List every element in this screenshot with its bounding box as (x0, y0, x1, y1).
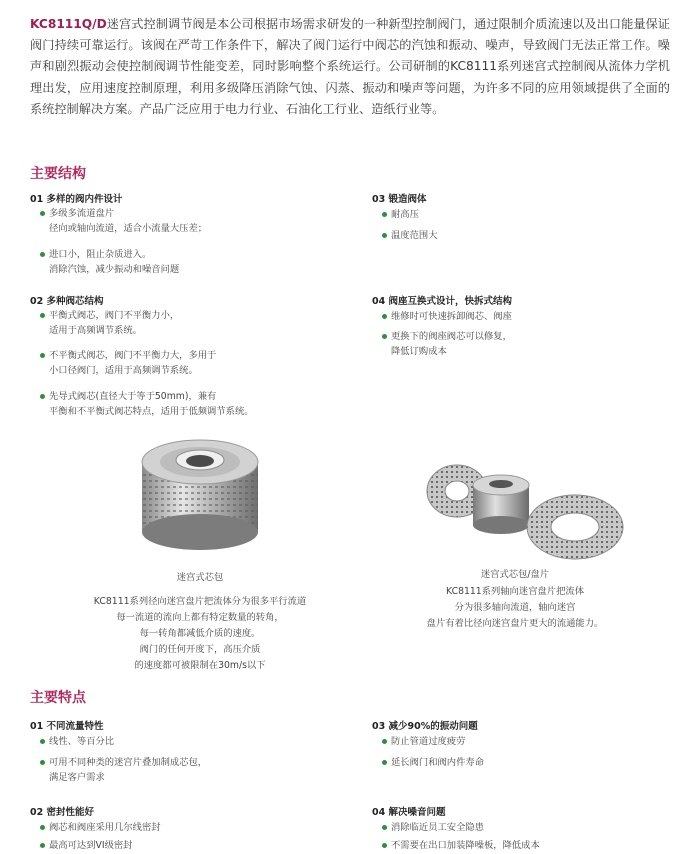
structure-item-title: 01 多样的阀内件设计 (30, 194, 123, 205)
image-caption: 迷宫式芯包 (176, 572, 224, 583)
bullet-icon (40, 739, 45, 744)
bullet-item: 不平衡式阀芯，阀门不平衡力大，多用于 小口径阀门，适用于高频调节系统。 (38, 348, 216, 378)
image-description: KC8111系列径向迷宫盘片把流体分为很多平行流道 每一流道的流向上都有特定数量的转角， 每一转角都减低介质的速度。 阀门的任何开度下，高压介质 的速度都可被限制在30m/s以下 (93, 596, 307, 671)
image-description: KC8111系列轴向迷宫盘片把流体 分为很多轴向流道，轴向迷宫 盘片有着比径向迷宫盘片更大的流通能力。 (426, 586, 604, 629)
bullet-icon (382, 233, 387, 238)
bullet-icon (40, 211, 45, 216)
bullet-item: 先导式阀芯(直径大于等于50mm)，兼有 平衡和不平衡式阀芯特点，适用于低频调节系统。 (38, 389, 254, 419)
section-title-features: 主要特点 (30, 690, 86, 706)
bullet-item: 进口小，阻止杂质进入。 消除汽蚀，减少振动和噪音问题 (38, 247, 179, 277)
bullet-item: 不需要在出口加装降噪板，降低成本 (380, 838, 540, 853)
bullet-icon (382, 739, 387, 744)
bullet-icon (382, 843, 387, 848)
bullet-item: 更换下的阀座阀芯可以修复， 降低订购成本 (380, 329, 512, 359)
structure-item-title: 02 多种阀芯结构 (30, 296, 104, 307)
bullet-icon (382, 760, 387, 765)
bullet-item: 线性、等百分比 (38, 734, 114, 749)
bullet-item: 维修时可快速拆卸阀芯、阀座 (380, 309, 512, 324)
intro-paragraph (30, 14, 670, 120)
bullet-icon (40, 825, 45, 830)
bullet-item: 耐高压 (380, 207, 419, 222)
bullet-item: 多级多流道盘片 径向或轴向流道，适合小流量大压差； (38, 206, 207, 236)
structure-item-title: 03 锻造阀体 (372, 194, 427, 205)
bullet-icon (40, 353, 45, 358)
feature-item-title: 04 解决噪音问题 (372, 807, 446, 818)
bullet-item: 最高可达到VI级密封 (38, 838, 132, 853)
image-caption: 迷宫式芯包/盘片 (480, 569, 550, 580)
bullet-icon (382, 825, 387, 830)
feature-item-title: 02 密封性能好 (30, 807, 95, 818)
feature-item-title: 03 减少90%的振动问题 (372, 721, 478, 732)
bullet-item: 消除临近员工安全隐患 (380, 820, 484, 835)
labyrinth-cage-image (130, 430, 270, 565)
bullet-item: 防止管道过度疲劳 (380, 734, 465, 749)
structure-item-title: 04 阀座互换式设计，快拆式结构 (372, 296, 513, 307)
feature-item-title: 01 不同流量特性 (30, 721, 104, 732)
bullet-icon (40, 843, 45, 848)
bullet-icon (40, 252, 45, 257)
bullet-item: 延长阀门和阀内件寿命 (380, 755, 484, 770)
bullet-item: 平衡式阀芯，阀门不平衡力小， 适用于高频调节系统。 (38, 308, 179, 338)
bullet-item: 可用不同种类的迷宫片叠加制成芯包， 满足客户需求 (38, 755, 207, 785)
intro-text: 迷宫式控制调节阀是本公司根据市场需求研发的一种新型控制阀门，通过限制介质流速以及出口能量保证阀门持续可靠运行。该阀在严苛工作条件下，解决了阀门运行中阀芯的汽蚀和振动、噪声，导致阀门无法正常工作。噪声和剧烈振动会使控制阀调节性能变差，同时影响整个系统运行。公司研制的KC8111系列迷宫式控制阀从流体力学机理出发，应用速度控制原理，利用多级降压消除气蚀、闪蒸、振动和噪声等问题，为许多不同的应用领域提供了全面的系统控制解决方案。产品广泛应用于电力行业、石油化工行业、造纸行业等。 (30, 17, 670, 116)
model-number: KC8111Q/D (30, 17, 107, 31)
bullet-item: 阀芯和阀座采用几尔线密封 (38, 820, 161, 835)
bullet-icon (40, 313, 45, 318)
bullet-icon (382, 314, 387, 319)
bullet-icon (40, 394, 45, 399)
bullet-icon (382, 212, 387, 217)
bullet-item: 温度范围大 (380, 228, 438, 243)
bullet-icon (40, 760, 45, 765)
labyrinth-disks-image (425, 455, 625, 565)
bullet-icon (382, 334, 387, 339)
section-title-structure: 主要结构 (30, 166, 86, 182)
